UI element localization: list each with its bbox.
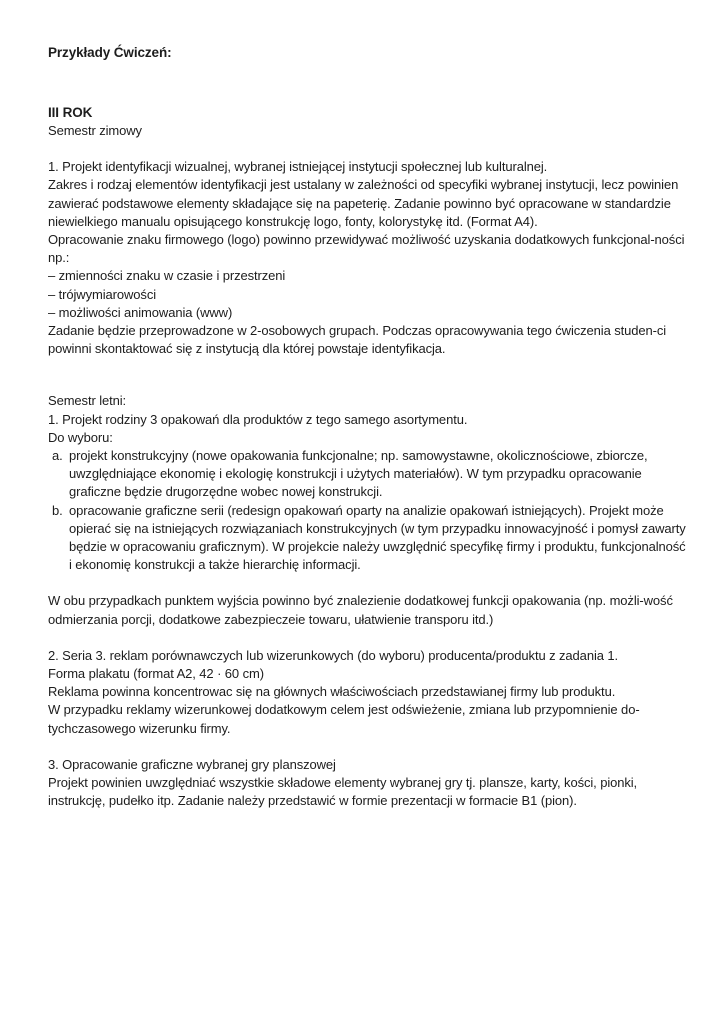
summer-task-3-title: 3. Opracowanie graficzne wybranej gry planszowej xyxy=(48,756,336,772)
list-item xyxy=(50,502,688,575)
page-heading: Przykłady Ćwiczeń: xyxy=(48,45,172,60)
summer-task-1-title: 1. Projekt rodziny 3 opakowań dla produktów z tego samego asortymentu. xyxy=(48,411,468,427)
choice-label: Do wyboru: xyxy=(48,429,113,445)
winter-task-1-description: Zakres i rodzaj elementów identyfikacji jest ustalany w zależności od specyfiki wybranej instytucji, lecz powinien zawierać podstawowe elementy składające się na papeterię. Zadanie powinno być opracowane w standardzie niewielkiego manualu opisującego konstrukcję logo, fonty, kolorystykę itd. (Format A4). xyxy=(48,177,679,229)
list-item: – możliwości animowania (www) xyxy=(48,304,233,320)
summer-task-2-description: Reklama powinna koncentrowac się na głównych właściwościach przedstawianej firmy lub produktu. xyxy=(48,684,616,700)
summer-task-3-description: Projekt powinien uwzględniać wszystkie składowe elementy wybranej gry tj. plansze, karty, kości, pionki, instrukcję, pudełko itp. Zadanie należy przedstawić w formie prezentacji w formacie B1 (pion). xyxy=(48,775,638,809)
document-page xyxy=(48,44,688,811)
summer-task-2-title: 2. Seria 3. reklam porównawczych lub wizerunkowych (do wyboru) producenta/produktu z zadania 1. xyxy=(48,647,619,663)
option-marker: b. xyxy=(52,502,63,518)
option-marker: a. xyxy=(52,448,63,464)
list-item xyxy=(50,447,688,502)
winter-task-1-title: 1. Projekt identyfikacji wizualnej, wybranej istniejącej instytucji społecznej lub kulturalnej. xyxy=(48,159,548,175)
winter-semester-label: Semestr zimowy xyxy=(48,123,142,138)
list-item: – zmienności znaku w czasie i przestrzeni xyxy=(48,268,286,284)
logo-description: Opracowanie znaku firmowego (logo) powinno przewidywać możliwość uzyskania dodatkowych funkcjonal-ności np.: xyxy=(48,232,685,266)
option-list xyxy=(48,447,688,574)
option-text: opracowanie graficzne serii (redesign opakowań oparty na analizie opakowań istniejących). Projekt może opierać się na istniejących rozwiązaniach konstrukcyjnych (w tym przypadku innowacyjność i pomysł zawarty będzie w opracowaniu graficznym). W projekcie należy uwzględnić specyfikę firmy i produktu, funkcjonalność i ekonomię konstrukcji a także hierarchię informacji. xyxy=(69,502,686,573)
summer-task-2-image-note: W przypadku reklamy wizerunkowej dodatkowym celem jest odświeżenie, zmiana lub przypomnienie do-tychczasowego wizerunku firmy. xyxy=(48,702,640,736)
both-cases-note: W obu przypadkach punktem wyjścia powinno być znalezienie dodatkowej funkcji opakowania (np. możli-wość odmierzania porcji, dodatkowe zabezpieczeie towaru, ułatwienie transporu itd.) xyxy=(48,593,673,627)
group-note: Zadanie będzie przeprowadzone w 2-osobowych grupach. Podczas opracowywania tego ćwiczenia studen-ci powinni skontaktować się z instytucją dla której powstaje identyfikacja. xyxy=(48,323,667,357)
logo-feature-list xyxy=(48,267,688,322)
summer-semester-label: Semestr letni: xyxy=(48,393,127,409)
year-title: III ROK xyxy=(48,105,93,120)
summer-task-2-format: Forma plakatu (format A2, 42 · 60 cm) xyxy=(48,666,264,682)
list-item: – trójwymiarowości xyxy=(48,286,157,302)
option-text: projekt konstrukcyjny (nowe opakowania funkcjonalne; np. samowystawne, okolicznościowe, zbiorcze, uwzględniające ekonomię i ekologię konstrukcji i użytych materiałów). W tym przypadku opracowanie graficzne będzie drugorzędne wobec nowej konstrukcji. xyxy=(69,448,648,500)
